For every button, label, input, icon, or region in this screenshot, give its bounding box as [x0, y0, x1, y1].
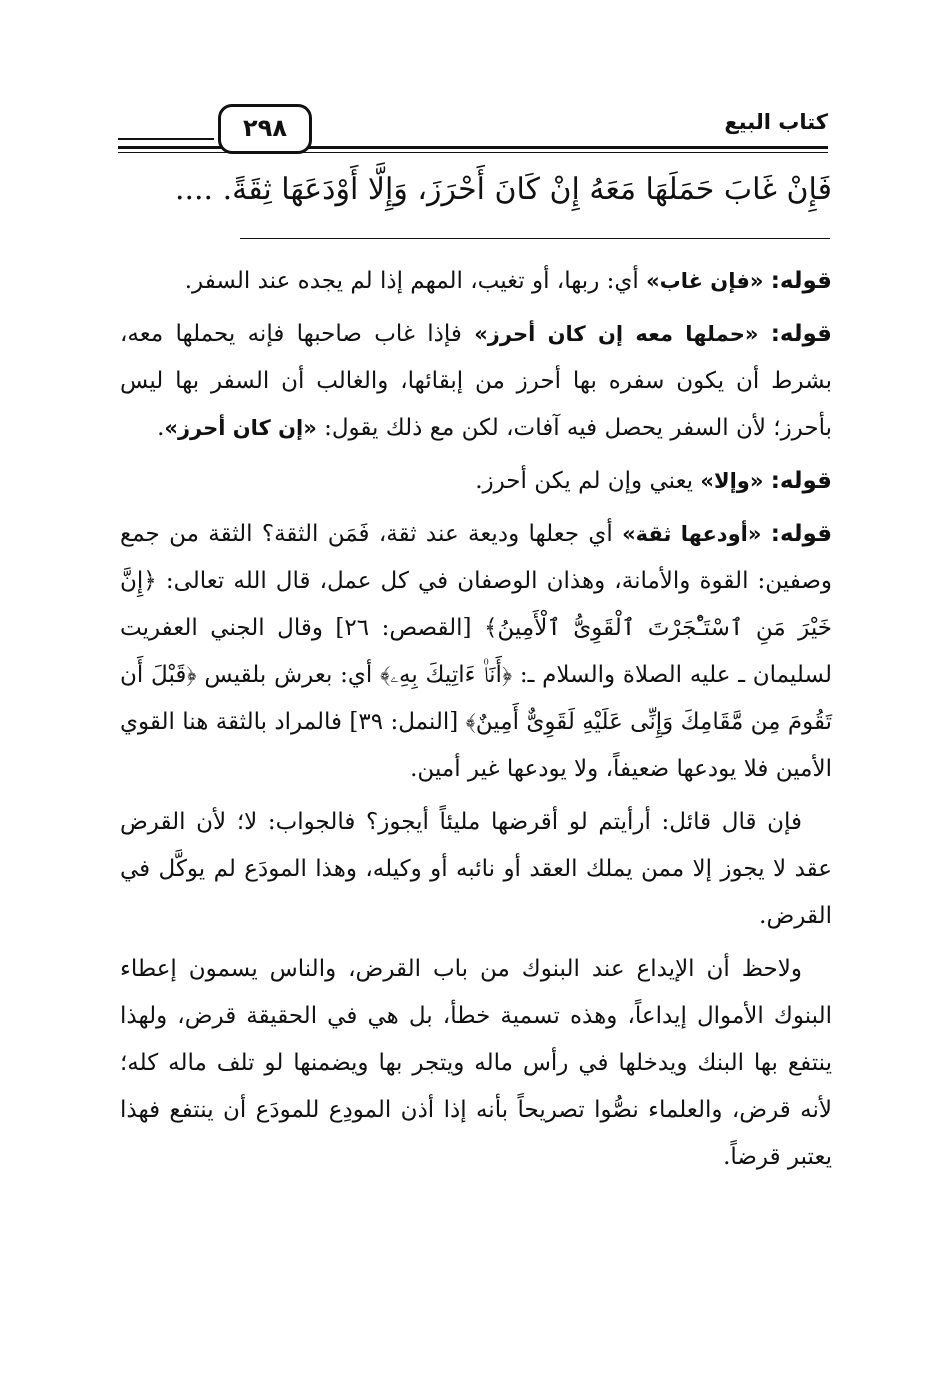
paragraph-text: أي جعلها وديعة عند ثقة، فَمَن الثقة؟ الثقة من جمع وصفين: القوة والأمانة، وهذان الوصفان في كل عمل، قال الله تعالى: — [120, 521, 833, 594]
paragraph-text: يعني وإن لم يكن أحرز. — [475, 468, 694, 494]
header-rule-stub — [118, 138, 214, 140]
paragraph-text: أي: بعرش بلقيس — [204, 662, 373, 688]
lead-word: قوله: — [770, 321, 832, 347]
paragraph-1 — [120, 258, 832, 305]
paragraph-text: [القصص: ٢٦] وقال الجني العفريت لسليمان ـ عليه الصلاة والسلام ـ: — [120, 615, 832, 688]
paragraph-text: فإن قال قائل: أرأيتم لو أقرضها مليئاً أيجوز؟ فالجواب: لا؛ لأن القرض عقد لا يجوز إلا ممن يملك العقد أو نائبه أو وكيله، وهذا المودَع لم يوكَّل في القرض. — [120, 809, 832, 929]
paragraph-2 — [120, 311, 832, 452]
commentary-body — [120, 258, 832, 1187]
paragraph-text: أي: ربها، أو تغيب، المهم إذا لم يجده عند السفر. — [184, 268, 639, 294]
quoted-matn: «أودعها ثقة» — [622, 522, 762, 546]
matn-separator — [240, 238, 830, 239]
quoted-matn: «فإن غاب» — [646, 269, 764, 293]
quoted-matn: «حملها معه إن كان أحرز» — [474, 322, 759, 346]
quoted-matn: «وإلا» — [700, 469, 764, 493]
paragraph-text: ولاحظ أن الإيداع عند البنوك من باب القرض، والناس يسمون إعطاء البنوك الأموال إيداعاً، وهذه تسمية خطأ، بل هي في الحقيقة قرض، ولهذا ينتفع بها البنك ويدخلها في رأس ماله ويتجر بها ويضمنها لو تلف ماله كله؛ لأنه قرض، والعلماء نصُّوا تصريحاً بأنه إذا أذن المودِع للمودَع أن ينتفع فهذا يعتبر قرضاً. — [120, 956, 832, 1170]
lead-word: قوله: — [770, 521, 833, 547]
book-title: كتاب البيع — [724, 110, 828, 134]
page-number: ٢٩٨ — [218, 104, 312, 154]
quran-verse: ﴿إِنَّ خَيْرَ مَنِ ٱسْتَـْٔجَرْتَ ٱلْقَوِىُّ ٱلْأَمِينُ﴾ — [120, 568, 832, 641]
quran-verse: ﴿قَبْلَ أَن تَقُومَ مِن مَّقَامِكَ وَإِنِّى عَلَيْهِ لَقَوِىٌّ أَمِينٌ﴾ — [120, 662, 832, 735]
running-header — [118, 108, 828, 152]
lead-word: قوله: — [770, 468, 832, 494]
paragraph-3 — [120, 458, 832, 505]
quoted-matn-inline: «إن كان أحرز» — [164, 416, 317, 440]
paragraph-4 — [120, 511, 832, 793]
paragraph-tail: . — [157, 415, 165, 441]
paragraph-text: فإذا غاب صاحبها فإنه يحملها معه، بشرط أن يكون سفره بها أحرز من إبقائها، والغالب أن السفر بها ليس بأحرز؛ لأن السفر يحصل فيه آفات، لكن مع ذلك يقول: — [120, 321, 832, 441]
paragraph-text: [النمل: ٣٩] فالمراد بالثقة هنا القوي الأمين فلا يودعها ضعيفاً، ولا يودعها غير أمين. — [120, 709, 832, 782]
paragraph-5 — [120, 799, 832, 940]
matn-text: فَإِنْ غَابَ حَمَلَهَا مَعَهُ إِنْ كَانَ أَحْرَزَ، وَإِلَّا أَوْدَعَهَا ثِقَةً. .... — [174, 172, 832, 207]
quran-verse: ﴿أَنَا۠ ءَاتِيكَ بِهِۦ﴾ — [380, 662, 513, 688]
lead-word: قوله: — [770, 268, 832, 294]
paragraph-6 — [120, 946, 832, 1181]
